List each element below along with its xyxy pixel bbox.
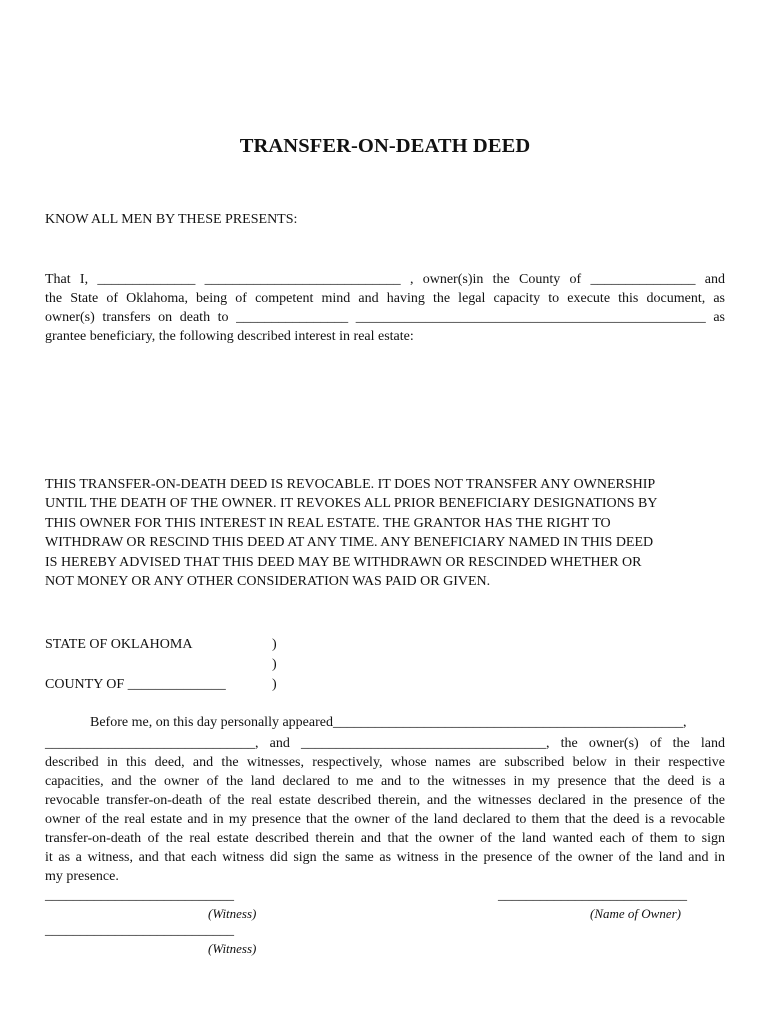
venue-state: STATE OF OKLAHOMA (45, 637, 193, 652)
notice-line: THIS OWNER FOR THIS INTEREST IN REAL ESTATE. THE GRANTOR HAS THE RIGHT TO (45, 515, 611, 531)
witness-label: (Witness) (208, 906, 257, 921)
grant-line: owner(s) transfers on death to ________________ __________________________________________________ as (45, 310, 725, 325)
acknowledgment-line: transfer-on-death of the real estate described therein and that the owner of the land wanted each of them to sign (45, 831, 725, 846)
notice-line: WITHDRAW OR RESCIND THIS DEED AT ANY TIME. ANY BENEFICIARY NAMED IN THIS DEED (45, 535, 654, 551)
venue-county: COUNTY OF ______________ (45, 677, 226, 692)
acknowledgment-line: capacities, and the owner of the land declared to me and to the witnesses in my presence that the deed is a (45, 774, 725, 789)
acknowledgment-line: revocable transfer-on-death of the real estate described therein, and the witnesses declared in the presence of the (45, 793, 725, 808)
grant-paragraph (45, 270, 725, 346)
notice-line: THIS TRANSFER-ON-DEATH DEED IS REVOCABLE. IT DOES NOT TRANSFER ANY OWNERSHIP (45, 477, 656, 492)
preamble: KNOW ALL MEN BY THESE PRESENTS: (45, 212, 298, 227)
notice-line: UNTIL THE DEATH OF THE OWNER. IT REVOKES ALL PRIOR BENEFICIARY DESIGNATIONS BY (45, 496, 658, 512)
grant-line: That I, ______________ ____________________________ , owner(s)in the County of _______________ and (45, 272, 725, 287)
owner-signature-line: ___________________________ (498, 888, 687, 903)
grant-line: the State of Oklahoma, being of competent mind and having the legal capacity to execute this document, as (45, 291, 725, 306)
revocability-notice (45, 475, 725, 591)
grant-line: grantee beneficiary, the following described interest in real estate: (45, 329, 414, 344)
notice-line: IS HEREBY ADVISED THAT THIS DEED MAY BE WITHDRAWN OR RESCINDED WHETHER OR (45, 554, 642, 570)
witness-signature-line: ___________________________ (45, 923, 234, 938)
acknowledgment-line: ______________________________, and ___________________________________, the owner(s) of the land (45, 736, 725, 751)
venue-paren: ) (272, 657, 277, 672)
witness-label: (Witness) (208, 941, 257, 956)
acknowledgment-paragraph (45, 734, 725, 886)
acknowledgment-line: described in this deed, and the witnesses, respectively, whose names are subscribed below in their respective (45, 755, 725, 770)
venue-paren: ) (272, 637, 277, 652)
acknowledgment-line: it as a witness, and that each witness did sign the same as witness in the presence of the owner of the land and in (45, 850, 725, 865)
document-title: TRANSFER-ON-DEATH DEED (239, 135, 531, 157)
owner-label: (Name of Owner) (590, 906, 681, 921)
acknowledgment-opening: Before me, on this day personally appeared__________________________________________________, (90, 715, 687, 730)
notice-line: NOT MONEY OR ANY OTHER CONSIDERATION WAS PAID OR GIVEN. (45, 574, 491, 590)
witness-signature-line: ___________________________ (45, 888, 234, 903)
acknowledgment-line: my presence. (45, 869, 119, 884)
acknowledgment-line: owner of the real estate and in my presence that the owner of the land declared to them that the deed is a revocable (45, 812, 725, 827)
venue-paren: ) (272, 677, 277, 692)
